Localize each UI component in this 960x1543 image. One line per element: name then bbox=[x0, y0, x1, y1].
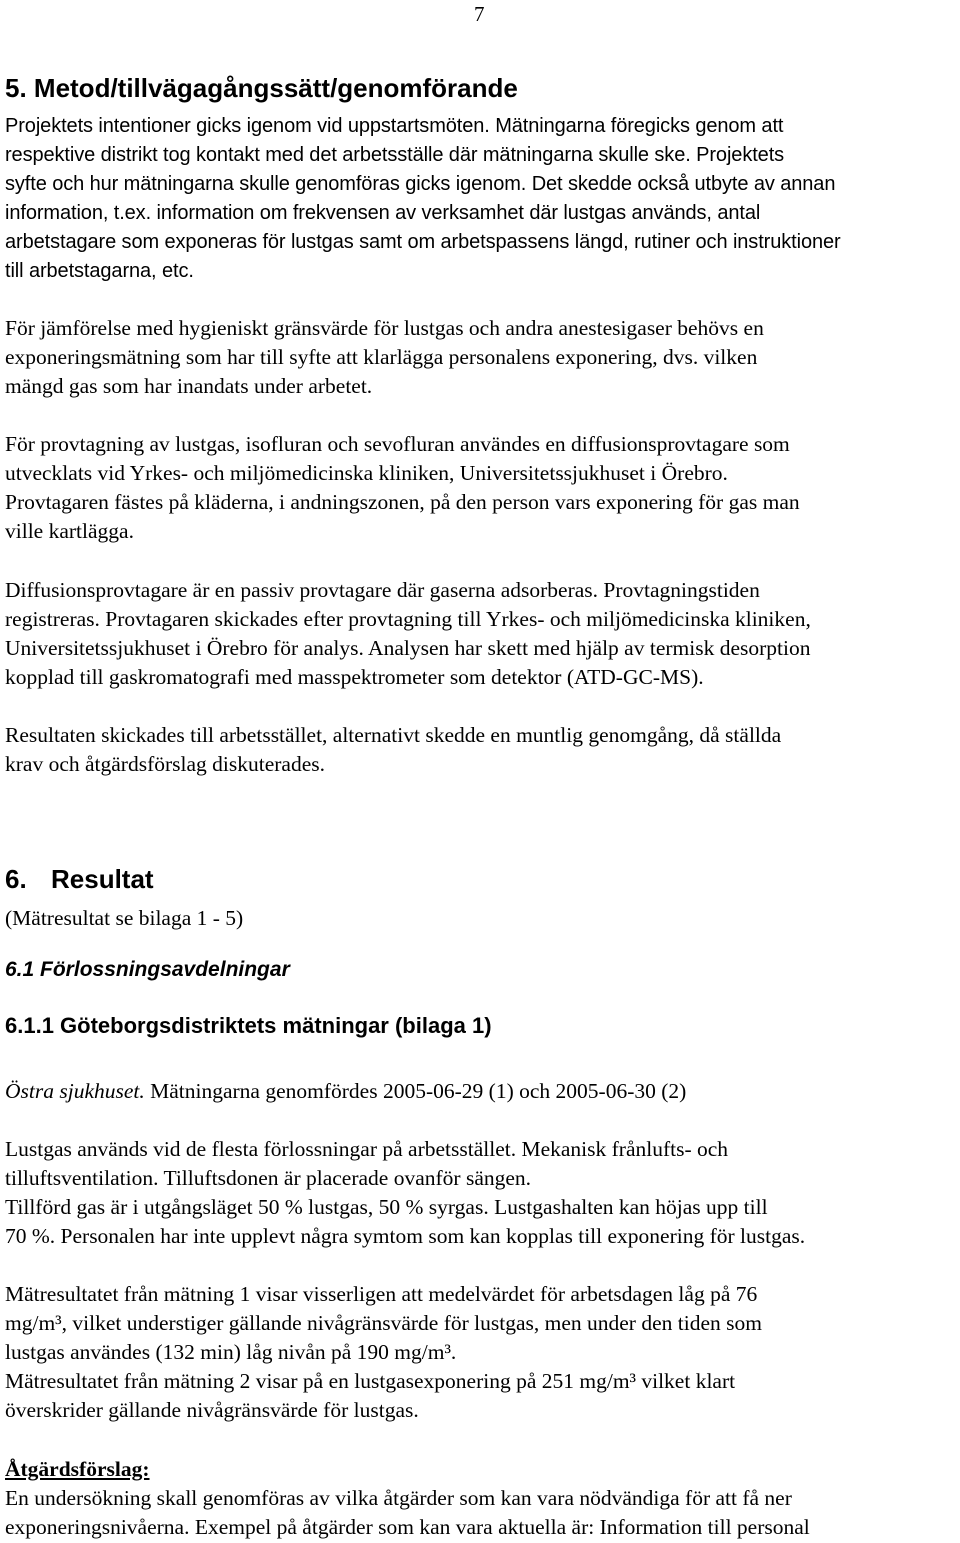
site-name: Östra sjukhuset. bbox=[5, 1079, 145, 1103]
subsection-heading: 6.1 Förlossningsavdelningar bbox=[5, 958, 290, 981]
sampling-paragraph bbox=[5, 430, 955, 546]
site-dates: Mätningarna genomfördes 2005-06-29 (1) och 2005-06-30 (2) bbox=[144, 1079, 687, 1103]
subsubsection-heading: 6.1.1 Göteborgsdistriktets mätningar (bilaga 1) bbox=[5, 1013, 492, 1038]
section-6-number: 6. bbox=[5, 864, 27, 894]
section-5-heading: 5. Metod/tillvägagångssätt/genomförande bbox=[5, 73, 518, 103]
text-line: ville kartlägga. bbox=[5, 519, 134, 543]
text-line: överskrider gällande nivågränsvärde för lustgas. bbox=[5, 1398, 419, 1422]
text-line: 70 %. Personalen har inte upplevt några symtom som kan kopplas till exponering för lustgas. bbox=[5, 1224, 806, 1248]
comparison-paragraph bbox=[5, 314, 955, 401]
text-line: En undersökning skall genomföras av vilka åtgärder som kan vara nödvändiga för att få ner bbox=[5, 1486, 792, 1510]
section-6-title: Resultat bbox=[51, 864, 154, 894]
text-line: Projektets intentioner gicks igenom vid uppstartsmöten. Mätningarna föregicks genom att bbox=[5, 115, 784, 137]
text-line: För jämförelse med hygieniskt gränsvärde för lustgas och andra anestesigaser behövs en bbox=[5, 316, 764, 340]
section-6-heading bbox=[5, 863, 955, 895]
text-line: Mätresultatet från mätning 1 visar visserligen att medelvärdet för arbetsdagen låg på 76 bbox=[5, 1282, 758, 1306]
usage-paragraph bbox=[5, 1135, 955, 1251]
text-line: till arbetstagarna, etc. bbox=[5, 260, 194, 282]
text-line: mg/m³, vilket understiger gällande nivågränsvärde för lustgas, men under den tiden som bbox=[5, 1311, 762, 1335]
text-line: kopplad till gaskromatografi med masspektrometer som detektor (ATD-GC-MS). bbox=[5, 665, 704, 689]
actions-heading: Åtgärdsförslag: bbox=[5, 1457, 150, 1481]
text-line: syfte och hur mätningarna skulle genomföras gicks igenom. Det skedde också utbyte av annan bbox=[5, 173, 836, 195]
text-line: information, t.ex. information om frekvensen av verksamhet där lustgas används, antal bbox=[5, 202, 761, 224]
results-sent-paragraph bbox=[5, 721, 955, 779]
text-line: lustgas användes (132 min) låg nivån på 190 mg/m³. bbox=[5, 1340, 457, 1364]
results-note: (Mätresultat se bilaga 1 - 5) bbox=[5, 906, 244, 930]
measurement-paragraph bbox=[5, 1280, 955, 1425]
text-line: mängd gas som har inandats under arbetet. bbox=[5, 374, 373, 398]
text-line: exponeringsmätning som har till syfte att klarlägga personalens exponering, dvs. vilken bbox=[5, 345, 758, 369]
site-line bbox=[5, 1077, 955, 1106]
text-line: Tillförd gas är i utgångsläget 50 % lustgas, 50 % syrgas. Lustgashalten kan höjas upp till bbox=[5, 1195, 768, 1219]
text-line: Diffusionsprovtagare är en passiv provtagare där gaserna adsorberas. Provtagningstiden bbox=[5, 578, 760, 602]
text-line: För provtagning av lustgas, isofluran och sevofluran användes en diffusionsprovtagare som bbox=[5, 432, 790, 456]
text-line: registreras. Provtagaren skickades efter provtagning till Yrkes- och miljömedicinska kliniken, bbox=[5, 607, 811, 631]
text-line: Mätresultatet från mätning 2 visar på en lustgasexponering på 251 mg/m³ vilket klart bbox=[5, 1369, 736, 1393]
text-line: tilluftsventilation. Tilluftsdonen är placerade ovanför sängen. bbox=[5, 1166, 532, 1190]
text-line: krav och åtgärdsförslag diskuterades. bbox=[5, 752, 326, 776]
intro-paragraph bbox=[5, 112, 955, 286]
text-line: Provtagaren fästes på kläderna, i andningszonen, på den person vars exponering för gas man bbox=[5, 490, 800, 514]
text-line: Resultaten skickades till arbetsstället, alternativt skedde en muntlig genomgång, då ställda bbox=[5, 723, 782, 747]
text-line: utvecklats vid Yrkes- och miljömedicinska kliniken, Universitetssjukhuset i Örebro. bbox=[5, 461, 728, 485]
text-line: Lustgas används vid de flesta förlossningar på arbetsstället. Mekanisk frånlufts- och bbox=[5, 1137, 729, 1161]
actions-section bbox=[5, 1455, 955, 1542]
text-line: exponeringsnivåerna. Exempel på åtgärder som kan vara aktuella är: Information till personal bbox=[5, 1515, 810, 1539]
text-line: Universitetssjukhuset i Örebro för analys. Analysen har skett med hjälp av termisk desorption bbox=[5, 636, 811, 660]
page-number: 7 bbox=[474, 2, 485, 26]
text-line: arbetstagare som exponeras för lustgas samt om arbetspassens längd, rutiner och instruktioner bbox=[5, 231, 841, 253]
text-line: respektive distrikt tog kontakt med det arbetsställe där mätningarna skulle ske. Projektets bbox=[5, 144, 785, 166]
diffusion-paragraph bbox=[5, 576, 955, 692]
